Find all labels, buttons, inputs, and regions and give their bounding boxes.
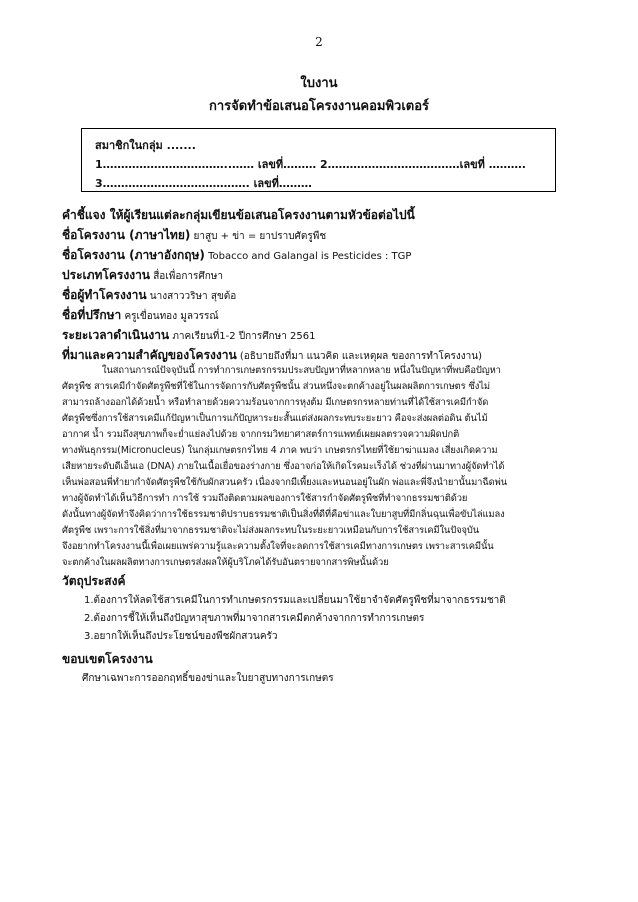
background-line: จึงอยากทำโครงงานนี้เพื่อเผยแพร่ความรู้และความตั้งใจที่จะลดการใช้สารเคมีทางการเกษตร เพราะสารเคมีนั้น — [62, 541, 494, 552]
instruction: คำชี้แจง ให้ผู้เรียนแต่ละกลุ่มเขียนข้อเสนอโครงงานตามหัวข้อต่อไปนี้ — [62, 208, 415, 222]
project-name-en-row — [62, 247, 582, 263]
author-label: ชื่อผู้ทำโครงงาน — [62, 288, 147, 302]
background-line: เห็นพ่อสอนพี่ทำยากำจัดศัตรูพืชใช้กับผักสวนครัว เนื่องจากมีเพี้ยงและหนอนอยู่ในผัก พ่อและพี่จึงนำยานั้นมาฉีดพ่น — [62, 477, 508, 488]
worksheet-subtitle: การจัดทำข้อเสนอโครงงานคอมพิวเตอร์ — [208, 99, 429, 114]
objective-item: 2.ต้องการชี้ให้เห็นถึงปัญหาสุขภาพที่มาจากสารเคมีตกค้างจากการทำการเกษตร — [84, 613, 425, 624]
project-name-th-value: ยาสูบ + ข่า = ยาปราบศัตรูพืช — [193, 231, 327, 242]
project-name-th-label: ชื่อโครงงาน (ภาษาไทย) — [62, 228, 191, 242]
proposal-content — [62, 207, 582, 689]
duration-label: ระยะเวลาดำเนินงาน — [62, 328, 170, 342]
worksheet-title: ใบงาน — [300, 76, 338, 91]
author-value: นางสาววริษา สุขต้อ — [149, 291, 237, 302]
background-line: ทางผู้จัดทำได้เห็นวิธีการทำ การใช้ รวมถึงติดตามผลของการใช้สารกำจัดศัตรูพืชที่ทำจากธรรมชาติด้วย — [62, 493, 468, 504]
project-name-th-row — [62, 227, 582, 243]
background-label: ที่มาและความสำคัญของโครงงาน — [62, 348, 237, 362]
members-line-3: 3…………………………………. เลขที่……… — [95, 177, 312, 190]
project-type-label: ประเภทโครงงาน — [62, 268, 151, 282]
members-box — [81, 128, 556, 192]
advisor-label: ชื่อที่ปรึกษา — [62, 308, 122, 322]
author-row — [62, 287, 582, 303]
objectives-heading: วัตถุประสงค์ — [62, 574, 126, 588]
background-line: ศัตรูพืช เพราะการใช้สิ่งที่มาจากธรรมชาติจะไม่ส่งผลกระทบในระยะยาวเหมือนกับการใช้สารเคมีในปัจจุบัน — [62, 525, 480, 536]
members-heading: สมาชิกในกลุ่ม ....... — [95, 139, 196, 152]
duration-value: ภาคเรียนที่1-2 ปีการศึกษา 2561 — [172, 331, 316, 342]
duration-row — [62, 327, 582, 343]
background-line: ดังนั้นทางผู้จัดทำจึงคิดว่าการใช้ธรรมชาติปราบธรรมชาติเป็นสิ่งที่ดีที่คือข่าและใบยาสูบที่มีกลิ่นฉุนเพื่อขับไล่แมลง — [62, 509, 505, 520]
objective-item: 3.อยากให้เห็นถึงประโยชน์ของพืชผักสวนครัว — [84, 631, 278, 642]
page-number: 2 — [315, 35, 323, 49]
background-note: (อธิบายถึงที่มา แนวคิด และเหตุผล ของการทำโครงงาน) — [239, 351, 483, 362]
members-line-1-2: 1……………………………..…… เลขที่……… 2………………………………เลขที่ ………. — [95, 158, 526, 171]
background-paragraph — [62, 363, 582, 571]
background-line: จะตกค้างในผลผลิตทางการเกษตรส่งผลให้ผู้บริโภคได้รับอันตรายจากสารพิษนั้นด้วย — [62, 557, 389, 568]
background-line: เสียหายระดับดีเอ็นเอ (DNA) ภายในเนื้อเยื่อของร่างกาย ซึ่งอาจก่อให้เกิดโรคมะเร็งได้ ช่วงที่ผ่านมาทางผู้จัดทำได้ — [62, 461, 505, 472]
project-name-en-value: Tobacco and Galangal is Pesticides : TGP — [208, 251, 412, 262]
background-line: ศัตรูพืชซึ่งการใช้สารเคมีแก้ปัญหาเป็นการแก้ปัญหาระยะสั้นแต่ส่งผลกระทบระยะยาว คือจะส่งผลต่อดิน ต้นไม้ — [62, 413, 488, 424]
project-type-value: สื่อเพื่อการศึกษา — [153, 271, 223, 282]
advisor-row — [62, 307, 582, 323]
project-name-en-label: ชื่อโครงงาน (ภาษาอังกฤษ) — [62, 248, 205, 262]
background-row — [62, 347, 582, 363]
background-line: ศัตรูพืช สารเคมีกำจัดศัตรูพืชที่ใช้ในการจัดการกับศัตรูพืชนั้น ส่วนหนึ่งจะตกค้างอยู่ในผลผลิตการเกษตร ซึ่งไม่ — [62, 381, 490, 392]
background-line: ทางพันธุกรรม(Micronucleus) ในกลุ่มเกษตรกรไทย 4 ภาค พบว่า เกษตรกรไทยที่ใช้ยาฆ่าแมลง เสี่ยงเกิดความ — [62, 445, 498, 456]
objective-item: 1.ต้องการให้ลดใช้สารเคมีในการทำเกษตรกรรมและเปลี่ยนมาใช้ยาจำจัดศัตรูพืชที่มาจากธรรมชาติ — [84, 595, 506, 606]
project-type-row — [62, 267, 582, 283]
advisor-value: ครูเขื่อนทอง มูลวรรณ์ — [124, 311, 219, 322]
scope-text: ศึกษาเฉพาะการออกฤทธิ์ของข่าและใบยาสูบทางการเกษตร — [82, 673, 334, 684]
background-line: อากาศ น้ำ รวมถึงสุขภาพก็จะย่ำแย่ลงไปด้วย จากกรมวิทยาศาสตร์การแพทย์เผยผลตรวจความผิดปกติ — [62, 429, 460, 440]
background-line: สามารถล้างออกได้ด้วยน้ำ หรือทำลายด้วยความร้อนจากการหุงต้ม มีเกษตรกรหลายท่านที่ได้ใช้สารเคมีกำจัด — [62, 397, 489, 408]
background-line: ในสถานการณ์ปัจจุบันนี้ การทำการเกษตรกรรมประสบปัญหาที่หลากหลาย หนึ่งในปัญหาที่พบคือปัญหา — [102, 365, 501, 376]
scope-heading: ขอบเขตโครงงาน — [62, 652, 153, 666]
